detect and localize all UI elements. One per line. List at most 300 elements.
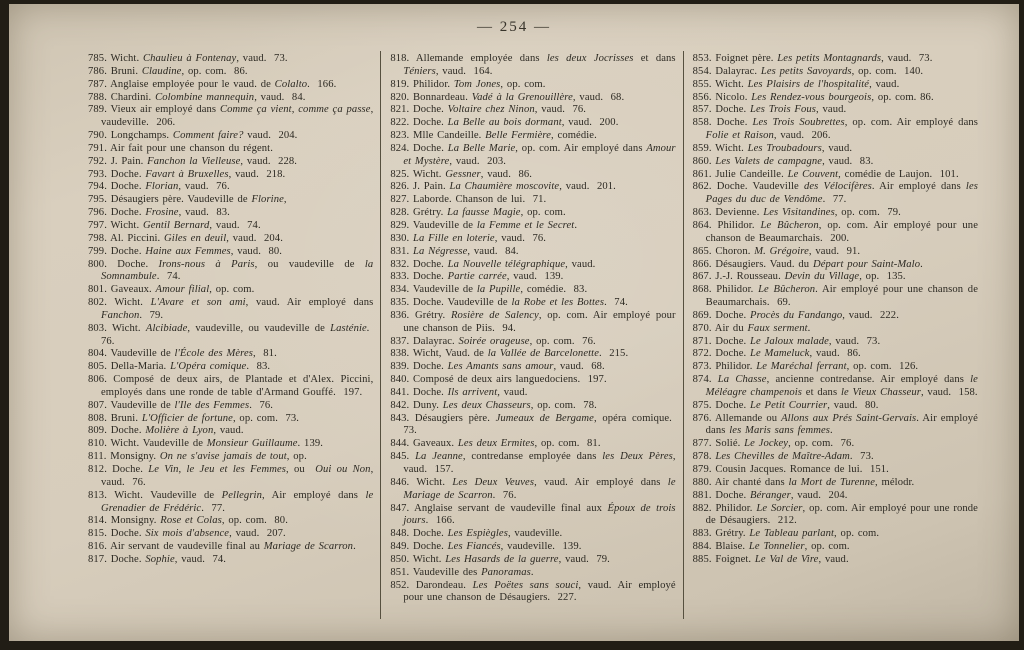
entry-text: , vaud. 91. <box>808 245 861 257</box>
entry-text: . Air employé pour une chanson de Beaumarchais. 69. <box>705 284 978 309</box>
entry-text: Doche. <box>110 553 146 565</box>
work-title: M. Grégoire <box>754 245 809 257</box>
entry-number: 874. <box>692 374 718 386</box>
entry-number: 792. <box>88 155 111 167</box>
entry-text: . Air employé dans <box>871 181 966 193</box>
catalog-entry <box>390 220 675 233</box>
entry-text: Doche. <box>413 104 448 116</box>
work-title: Florian <box>145 181 179 193</box>
entry-text: . 76. <box>249 399 273 411</box>
entry-text: , op. com. <box>500 78 546 90</box>
entry-number: 829. <box>390 219 413 231</box>
entry-text: . <box>829 425 833 437</box>
entry-number: 832. <box>390 258 414 270</box>
entry-text: Vieux air employé dans <box>110 104 220 116</box>
entry-text: Monsigny. <box>110 451 160 463</box>
entry-text: Gaveaux. <box>413 438 458 450</box>
catalog-entry <box>693 413 978 439</box>
entry-text: , vaud. Air employé dans <box>245 297 374 309</box>
work-title: la Vallée de Barcelonette <box>487 348 600 360</box>
entry-number: 822. <box>390 117 414 129</box>
catalog-entry <box>390 143 675 169</box>
entry-number: 799. <box>88 245 111 257</box>
entry-text: , vaud. 203. <box>449 155 507 167</box>
entry-text: Doche. <box>413 258 448 270</box>
catalog-entry <box>390 194 675 207</box>
entry-text: Doche. <box>110 528 146 540</box>
catalog-entry <box>390 374 675 387</box>
work-title: Gentil Bernard <box>142 219 210 231</box>
entry-text: Wicht. <box>416 476 453 488</box>
entry-text: Philidor. <box>717 219 761 231</box>
entry-number: 806. <box>88 374 114 386</box>
catalog-entry <box>693 117 978 143</box>
entry-number: 884. <box>692 541 716 553</box>
work-title: Fanchon <box>101 309 140 321</box>
page-number: — 254 — <box>477 19 551 35</box>
entry-text: Wicht. Vaudeville de <box>110 438 207 450</box>
catalog-entry <box>390 477 675 503</box>
entry-text: Laborde. Chanson de lui. 71. <box>413 194 547 206</box>
work-title: le Vieux Chasseur <box>840 386 921 398</box>
entry-text: , vaud. 157. <box>403 451 676 475</box>
work-title: Le Val de Vire <box>754 553 819 565</box>
entry-number: 819. <box>390 78 414 90</box>
entry-text: Doche. <box>413 142 448 154</box>
entry-text: , vaud. 158. <box>920 386 978 398</box>
entry-text: Wicht. Vaudeville de <box>114 489 222 501</box>
entry-number: 788. <box>88 91 111 103</box>
entry-text: Al. Piccini. <box>110 232 165 244</box>
catalog-entry <box>88 297 373 323</box>
catalog-entry <box>88 79 373 92</box>
entry-number: 864. <box>692 219 718 231</box>
entry-number: 838. <box>390 348 413 360</box>
entry-text: Doche. <box>112 464 149 475</box>
catalog-entry <box>88 490 373 516</box>
entry-text: Bruni. <box>110 65 142 77</box>
entry-text: , op. com. <box>834 528 880 540</box>
catalog-entry <box>390 79 675 92</box>
entry-number: 872. <box>692 348 716 360</box>
work-title: Les Trois Fous <box>750 104 816 116</box>
work-title: Sophie <box>145 553 175 565</box>
work-title: Frosine <box>145 207 179 219</box>
work-title: Voltaire chez Ninon <box>447 104 535 116</box>
catalog-entry <box>390 503 675 529</box>
catalog-entry <box>693 143 978 156</box>
catalog-entry <box>88 246 373 259</box>
entry-text: , vaud. Air employé dans <box>534 476 668 488</box>
catalog-entry <box>390 387 675 400</box>
entry-text: Foignet. <box>715 553 755 565</box>
entry-text: , vaud. 73. <box>881 53 933 64</box>
catalog-entry <box>693 220 978 246</box>
entry-text: Doche. <box>715 335 750 347</box>
entry-text: , vaud. 74. <box>174 553 227 565</box>
entry-text: , op. com. 80. <box>221 515 288 527</box>
entry-number: 860. <box>692 155 716 167</box>
work-title: La Chasse <box>717 374 767 386</box>
entry-number: 841. <box>390 386 414 398</box>
entry-text: , vaud. <box>816 104 847 116</box>
work-title: le Grenadier de Frédéric <box>101 489 374 514</box>
work-title: Départ pour Saint-Malo <box>812 258 921 270</box>
entry-number: 810. <box>88 438 111 450</box>
entry-text: Composé de deux airs, de Plantade et d'Alex. Piccini, employés dans une ronde de table d'Armand Gouffé. 197. <box>101 374 374 398</box>
work-title: la Pupille <box>476 284 521 296</box>
work-title: Partie carrée <box>447 271 507 283</box>
entry-number: 797. <box>88 219 111 231</box>
catalog-entry <box>88 104 373 130</box>
work-title: Les deux Chasseurs <box>442 399 531 411</box>
entry-text: , vaudeville. 206. <box>101 104 374 129</box>
entry-number: 873. <box>692 361 716 373</box>
work-title: Téniers <box>403 65 436 77</box>
entry-text: Doche. <box>716 117 753 129</box>
catalog-entry <box>390 451 675 477</box>
entry-number: 871. <box>692 335 716 347</box>
entry-number: 849. <box>390 541 414 553</box>
catalog-entry <box>88 323 373 349</box>
entry-number: 828. <box>390 207 414 219</box>
catalog-entry <box>88 284 373 297</box>
catalog-entry <box>390 207 675 220</box>
entry-text: Philidor. <box>413 78 454 90</box>
work-title: Chaulieu à Fontenay <box>142 53 237 64</box>
work-title: On ne s'avise jamais de tout <box>159 451 287 463</box>
entry-number: 859. <box>692 142 716 154</box>
catalog-entry <box>693 169 978 182</box>
entry-number: 876. <box>692 412 715 424</box>
work-title: Les petits Savoyards <box>760 65 852 77</box>
entry-text: Cousin Jacques. Romance de lui. 151. <box>715 464 889 475</box>
entry-text: , vaud. 68. <box>572 91 625 103</box>
work-title: Comme ça vient, comme ça passe <box>219 104 371 116</box>
catalog-entry <box>693 374 978 400</box>
entry-text: , op. com. 140. <box>851 65 924 77</box>
catalog-entry <box>693 66 978 79</box>
entry-text: . 83. <box>246 361 271 373</box>
catalog-entry <box>693 156 978 169</box>
entry-text: , Air employé dans <box>262 489 366 501</box>
entry-text: . 74. <box>156 271 181 283</box>
catalog-entry <box>390 528 675 541</box>
entry-text: Vaudeville des <box>412 566 482 578</box>
work-title: Les Poëtes sans souci <box>472 579 579 591</box>
entry-number: 854. <box>692 65 716 77</box>
entry-text: , op. com. Air employé pour une ronde de Désaugiers. 212. <box>705 502 978 527</box>
entry-text: . Air employé dans <box>705 412 978 437</box>
work-title: Rosière de Salency <box>450 309 539 321</box>
work-title: Jumeaux de Bergame <box>495 412 594 424</box>
entry-number: 833. <box>390 271 414 283</box>
entry-text: , vaudeville. <box>507 528 563 540</box>
catalog-entry <box>390 53 675 79</box>
entry-text: , vaud. 76. <box>101 464 374 488</box>
work-title: Tom Jones <box>453 78 501 90</box>
work-title: Soirée orageuse <box>458 335 530 347</box>
entry-text: , vaud. 80. <box>230 245 283 257</box>
catalog-entry <box>390 348 675 361</box>
entry-number: 866. <box>692 258 716 270</box>
entry-text: , vaud. 73. <box>828 335 881 347</box>
entry-text: Composé de deux airs languedociens. 197. <box>413 374 607 386</box>
entry-text: , vaud. 207. <box>229 528 286 540</box>
work-title: Le Jaloux malade <box>750 335 829 347</box>
entry-number: 848. <box>390 528 414 540</box>
entry-number: 861. <box>692 168 716 180</box>
entry-text: , op. com. Air employé dans <box>844 117 978 129</box>
entry-text: . <box>530 566 534 578</box>
catalog-entry <box>693 451 978 464</box>
index-column-2 <box>380 51 682 619</box>
entry-text: , comédie. 83. <box>520 284 588 296</box>
work-title: Rose et Colas <box>160 515 222 527</box>
work-title: Claudine <box>141 65 182 77</box>
entry-number: 857. <box>692 104 716 116</box>
work-title: Comment faire? <box>172 130 244 142</box>
work-title: L'Avare et son ami <box>150 297 246 309</box>
entry-text: , vaud. 73. <box>236 53 288 64</box>
entry-text: , vaud. 80. <box>827 399 879 411</box>
entry-number: 803. <box>88 322 112 334</box>
entry-text: Doche. <box>413 386 448 398</box>
entry-text: Doche. <box>117 258 159 270</box>
entry-number: 842. <box>390 399 414 411</box>
entry-text: Grétry. <box>413 207 448 219</box>
entry-number: 850. <box>390 553 413 565</box>
entry-text: . 166. <box>425 515 455 527</box>
entry-number: 846. <box>390 476 417 488</box>
entry-number: 785. <box>88 53 111 64</box>
catalog-entry <box>390 130 675 143</box>
catalog-entry <box>390 181 675 194</box>
work-title: les Maris sans femmes <box>729 425 830 437</box>
catalog-entry <box>390 580 675 606</box>
work-title: Haine aux Femmes <box>145 245 231 257</box>
book-page <box>9 4 1019 641</box>
entry-text: . 79. <box>139 309 164 321</box>
catalog-entry <box>693 259 978 272</box>
entry-text: , ou <box>286 464 316 475</box>
catalog-entry <box>390 259 675 272</box>
entry-text: , vaud. 76. <box>178 181 230 193</box>
entry-text: , op. com. 86. <box>181 65 248 77</box>
work-title: Folie et Raison <box>705 130 774 142</box>
entry-text: , vaud. 222. <box>842 309 899 321</box>
work-title: Favart à Bruxelles <box>145 168 229 180</box>
work-title: Les Valets de campagne <box>715 155 823 167</box>
entry-text: , vaud. 139. <box>506 271 564 283</box>
entry-number: 880. <box>692 476 715 488</box>
entry-number: 875. <box>692 399 716 411</box>
entry-text: Anglaise employée pour le vaud. de <box>110 78 275 90</box>
work-title: La Négresse <box>413 245 468 257</box>
work-title: Vadé à la Grenouillère <box>471 91 573 103</box>
entry-text: , vaud. 164. <box>435 65 493 77</box>
entry-text: Désaugiers père. Vaudeville de <box>110 194 252 206</box>
entry-text: Chardini. <box>110 91 156 103</box>
entry-text: , vaud. 84. <box>254 91 306 103</box>
catalog-entry <box>390 438 675 451</box>
entry-number: 786. <box>88 65 111 77</box>
entry-text: , op. 135. <box>859 271 906 283</box>
work-title: Le Bûcheron <box>758 284 816 296</box>
catalog-entry <box>390 104 675 117</box>
work-title: Fanchon la Vielleuse <box>147 155 241 167</box>
entry-text: Bonnardeau. <box>413 91 472 103</box>
entry-number: 882. <box>692 502 716 514</box>
catalog-entry <box>390 297 675 310</box>
index-column-3 <box>683 51 985 619</box>
work-title: Les Plaisirs de l'hospitalité <box>747 78 870 90</box>
catalog-entry <box>693 490 978 503</box>
catalog-entry <box>88 464 373 490</box>
entry-text: Doche. <box>413 361 448 373</box>
entry-text: , vaud. <box>821 142 853 154</box>
work-title: Les Hasards de la guerre <box>445 553 559 565</box>
entry-text: Wicht, Vaud. de <box>412 348 488 360</box>
work-title: Colalto <box>274 78 308 90</box>
catalog-entry <box>390 169 675 182</box>
entry-number: 794. <box>88 181 111 193</box>
entry-text: , op. com. 81. <box>534 438 601 450</box>
entry-number: 830. <box>390 232 414 244</box>
entry-text: J. Pain. <box>110 155 148 167</box>
entry-number: 867. <box>692 271 716 283</box>
entry-text: . 76. <box>492 489 517 501</box>
work-title: Les Fiancés <box>447 541 501 553</box>
entry-text: , vaud. 86. <box>809 348 861 360</box>
catalog-entry <box>693 284 978 310</box>
entry-text: , vaud. 201. <box>559 181 616 193</box>
work-title: L'Opéra comique <box>170 361 247 373</box>
entry-text: Vaudeville de <box>110 348 175 360</box>
work-title: Amour et Mystère <box>403 142 676 167</box>
work-title: la Somnambule <box>101 258 374 283</box>
work-title: Colombine mannequin <box>155 91 255 103</box>
catalog-entry <box>88 130 373 143</box>
entry-text: Doche. <box>110 168 146 180</box>
entry-text: . 77. <box>201 502 225 514</box>
entry-number: 856. <box>692 91 716 103</box>
entry-text: , op. com. 73. <box>232 412 300 424</box>
work-title: Les Rendez-vous bourgeois <box>751 91 872 103</box>
entry-text: , ancienne contredanse. Air employé dans <box>766 374 971 386</box>
work-title: Giles en deuil <box>164 232 227 244</box>
catalog-entry <box>693 246 978 259</box>
entry-number: 834. <box>390 284 413 296</box>
entry-number: 840. <box>390 374 414 386</box>
entry-text: . 73. <box>849 451 874 463</box>
entry-text: , vaud. <box>818 553 849 565</box>
catalog-entry <box>390 361 675 374</box>
entry-text: Doche. <box>110 207 146 219</box>
entry-number: 879. <box>692 464 716 475</box>
work-title: les Deux Pères <box>602 451 673 463</box>
entry-number: 817. <box>88 553 111 565</box>
entry-text: , op. com. <box>804 541 850 553</box>
entry-text: Della-Maria. <box>110 361 171 373</box>
entry-text: , vaudeville, ou vaudeville de <box>187 322 331 334</box>
entry-text: Longchamps. <box>110 130 173 142</box>
entry-text: , vaud. 79. <box>558 553 610 565</box>
entry-number: 869. <box>692 309 716 321</box>
entry-text: , opéra comique. 73. <box>403 412 676 437</box>
work-title: La Jeanne <box>415 451 463 463</box>
entry-number: 790. <box>88 130 111 142</box>
entry-number: 789. <box>88 104 111 116</box>
work-title: Alcibiade <box>145 322 188 334</box>
entry-text: Wicht. <box>412 168 446 180</box>
entry-number: 839. <box>390 361 414 373</box>
entry-text: , vaud. 200. <box>561 117 619 129</box>
entry-text: , vaud. 204. <box>226 232 283 244</box>
entry-text: , vaud. 218. <box>228 168 286 180</box>
entry-text: et dans <box>633 53 676 64</box>
entry-text: . <box>807 322 811 334</box>
entry-text: Blaise. <box>715 541 749 553</box>
work-title: Les deux Ermites <box>457 438 535 450</box>
catalog-entry <box>693 554 978 567</box>
entry-text: Doche. Vaudeville de <box>413 297 512 309</box>
work-title: Amour filial <box>155 284 210 296</box>
entry-number: 798. <box>88 232 111 244</box>
entry-text: . <box>574 219 578 231</box>
entry-number: 791. <box>88 142 111 154</box>
work-title: Les Troubadours <box>747 142 822 154</box>
work-title: Molière à Lyon <box>145 425 214 437</box>
work-title: la Mort de Turenne <box>788 476 876 488</box>
entry-text: , vaud. 76. <box>494 232 546 244</box>
entry-text: , op. com. 78. <box>530 399 597 411</box>
entry-text: , vaud. 74. <box>209 219 261 231</box>
catalog-entry <box>693 271 978 284</box>
catalog-entry <box>88 438 373 451</box>
entry-number: 870. <box>692 322 715 334</box>
entry-text: , vaud. Air employé pour une chanson de Désaugiers. 227. <box>403 579 676 604</box>
entry-text: Désaugiers. Vaud. du <box>715 258 813 270</box>
entry-text: , contredanse employée dans <box>462 451 603 463</box>
work-title: des Vélocifères <box>803 181 872 193</box>
catalog-entry <box>88 169 373 182</box>
entry-text: Doche. <box>715 399 750 411</box>
work-title: Les petits Montagnards <box>777 53 882 64</box>
entry-text: Bruni. <box>110 412 142 424</box>
catalog-entry <box>390 413 675 439</box>
work-title: Six mois d'absence <box>145 528 230 540</box>
catalog-entry <box>390 246 675 259</box>
entry-number: 868. <box>692 284 717 296</box>
entry-text: Désaugiers père. <box>414 412 496 424</box>
entry-text: , vaud. 204. <box>790 489 848 501</box>
entry-text: Doche. Vaudeville <box>716 181 804 193</box>
catalog-entry <box>88 66 373 79</box>
entry-text: . 74. <box>604 297 628 309</box>
work-title: Le Jockey <box>744 438 789 450</box>
entry-text: Duny. <box>413 399 443 411</box>
entry-text: Grétry. <box>414 309 451 321</box>
work-title: Mariage de Scarron <box>263 541 354 553</box>
catalog-entry <box>390 554 675 567</box>
catalog-entry <box>88 528 373 541</box>
entry-text: , op. com. 79. <box>834 207 901 219</box>
entry-text: , op. com. <box>520 207 566 219</box>
work-title: la Robe et les Bottes <box>511 297 605 309</box>
work-title: L'Officier de fortune <box>141 412 233 424</box>
entry-text: , op. com. 76. <box>529 335 596 347</box>
